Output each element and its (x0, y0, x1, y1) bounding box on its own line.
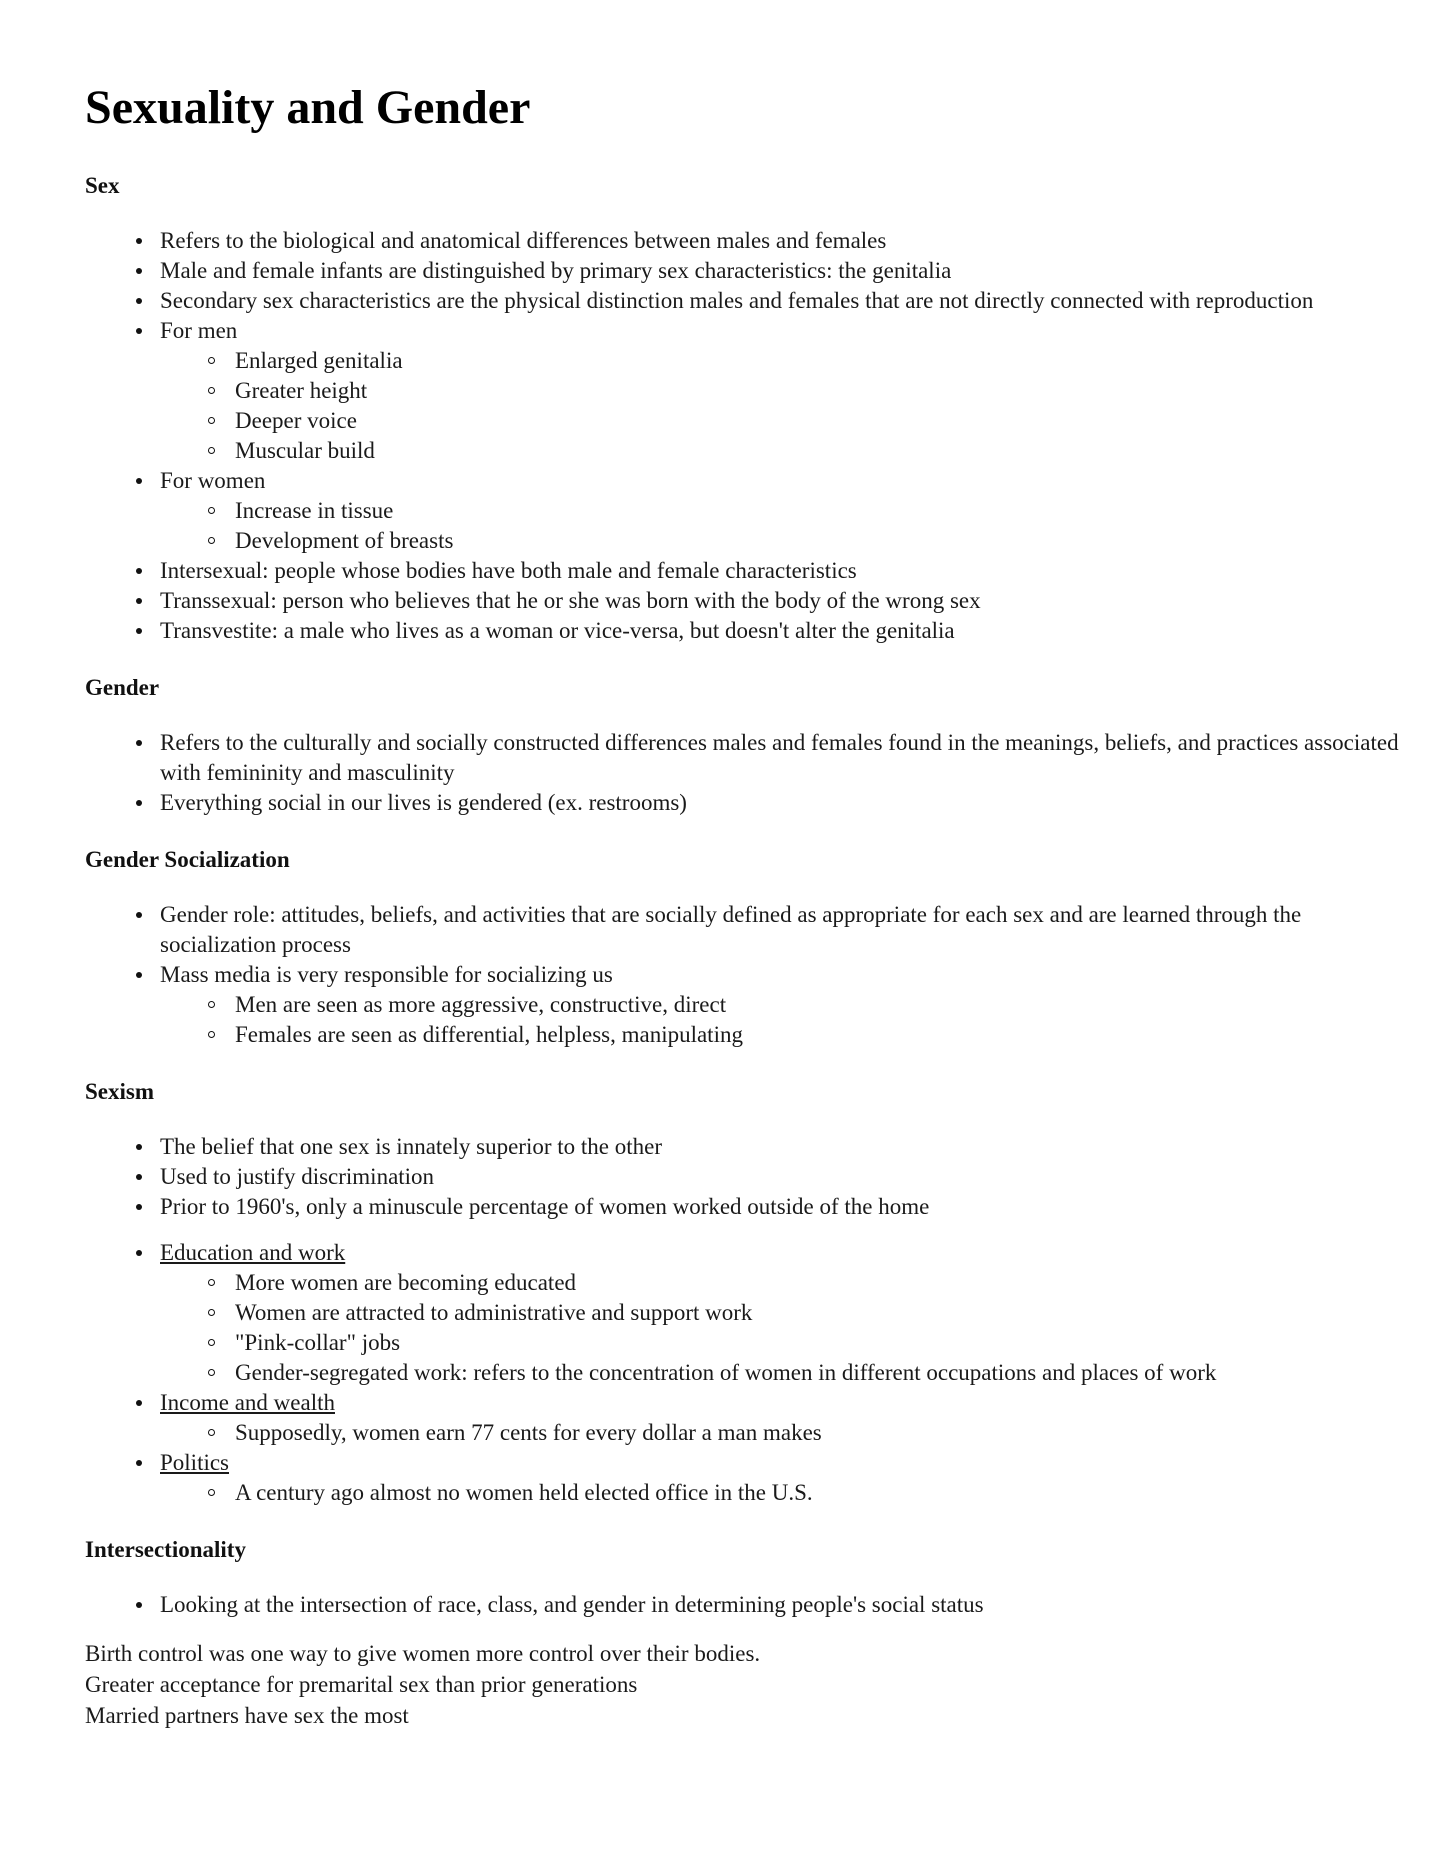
sublist-item: A century ago almost no women held elected office in the U.S. (235, 1478, 1400, 1508)
sublist-item: Enlarged genitalia (235, 346, 1400, 376)
list-item: Used to justify discrimination (160, 1162, 1400, 1192)
list-item: Transvestite: a male who lives as a woman or vice-versa, but doesn't alter the genitalia (160, 616, 1400, 646)
list-item: Transsexual: person who believes that he or she was born with the body of the wrong sex (160, 586, 1400, 616)
list-item: Refers to the biological and anatomical differences between males and females (160, 226, 1400, 256)
topic-label: Income and wealth (160, 1390, 335, 1415)
list-item-for-women (160, 466, 1400, 556)
education-sublist (160, 1268, 1400, 1388)
sublist-item: Females are seen as differential, helpless, manipulating (235, 1020, 1400, 1050)
men-sublist (160, 346, 1400, 466)
page-title: Sexuality and Gender (85, 81, 531, 134)
list-item-education-and-work (160, 1238, 1400, 1388)
list-item-label: For women (160, 468, 266, 493)
sublist-item: Deeper voice (235, 406, 1400, 436)
list-item: Intersexual: people whose bodies have both male and female characteristics (160, 556, 1400, 586)
socialization-list (85, 900, 1400, 1050)
sexism-list (85, 1132, 1400, 1222)
sublist-item: Muscular build (235, 436, 1400, 466)
closing-line: Married partners have sex the most (85, 1703, 409, 1728)
section-heading-gender-socialization: Gender Socialization (85, 847, 290, 872)
list-item-mass-media (160, 960, 1400, 1050)
list-item-for-men (160, 316, 1400, 466)
list-item-label: For men (160, 318, 238, 343)
list-item: The belief that one sex is innately superior to the other (160, 1132, 1400, 1162)
sublist-item: "Pink-collar" jobs (235, 1328, 1400, 1358)
sublist-item: Women are attracted to administrative and support work (235, 1298, 1400, 1328)
section-heading-sex: Sex (85, 173, 120, 198)
gender-list (85, 728, 1400, 818)
sublist-item: More women are becoming educated (235, 1268, 1400, 1298)
sex-list (85, 226, 1400, 646)
politics-sublist (160, 1478, 1400, 1508)
list-item: Gender role: attitudes, beliefs, and activities that are socially defined as appropriate for each sex and are learned through the socialization process (160, 900, 1400, 960)
closing-notes (85, 1638, 1456, 1731)
list-item: Male and female infants are distinguished by primary sex characteristics: the genitalia (160, 256, 1400, 286)
sublist-item: Greater height (235, 376, 1400, 406)
list-item: Prior to 1960's, only a minuscule percentage of women worked outside of the home (160, 1192, 1400, 1222)
topic-label: Education and work (160, 1240, 346, 1265)
intersectionality-list (85, 1590, 1400, 1620)
income-sublist (160, 1418, 1400, 1448)
list-item-label: Mass media is very responsible for socializing us (160, 962, 613, 987)
closing-line: Greater acceptance for premarital sex than prior generations (85, 1672, 638, 1697)
sublist-item: Men are seen as more aggressive, constructive, direct (235, 990, 1400, 1020)
women-sublist (160, 496, 1400, 556)
list-item-income-and-wealth (160, 1388, 1400, 1448)
closing-line: Birth control was one way to give women more control over their bodies. (85, 1641, 761, 1666)
list-item: Everything social in our lives is gendered (ex. restrooms) (160, 788, 1400, 818)
sublist-item: Development of breasts (235, 526, 1400, 556)
section-heading-intersectionality: Intersectionality (85, 1537, 246, 1562)
list-item: Looking at the intersection of race, class, and gender in determining people's social status (160, 1590, 1400, 1620)
list-item: Secondary sex characteristics are the physical distinction males and females that are not directly connected with reproduction (160, 286, 1400, 316)
section-heading-gender: Gender (85, 675, 160, 700)
list-item-politics (160, 1448, 1400, 1508)
media-sublist (160, 990, 1400, 1050)
sublist-item: Gender-segregated work: refers to the concentration of women in different occupations and places of work (235, 1358, 1400, 1388)
topic-label: Politics (160, 1450, 230, 1475)
sexism-topics-list (85, 1238, 1400, 1508)
sublist-item: Supposedly, women earn 77 cents for every dollar a man makes (235, 1418, 1400, 1448)
list-item: Refers to the culturally and socially constructed differences males and females found in the meanings, beliefs, and practices associated with femininity and masculinity (160, 728, 1400, 788)
section-heading-sexism: Sexism (85, 1079, 154, 1104)
sublist-item: Increase in tissue (235, 496, 1400, 526)
